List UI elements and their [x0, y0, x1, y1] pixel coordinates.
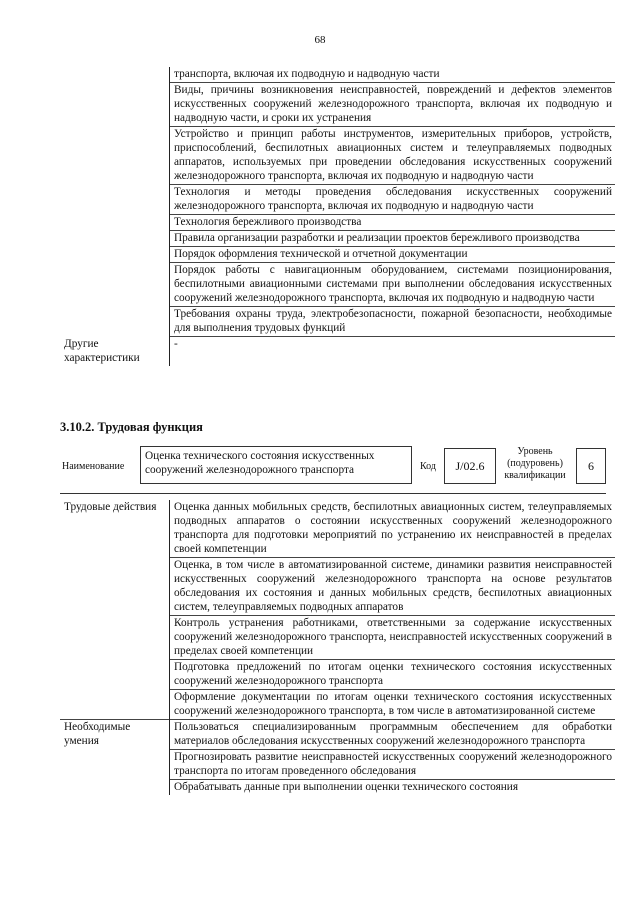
row-label	[60, 67, 170, 83]
row-text: транспорта, включая их подводную и надводную части	[170, 67, 616, 83]
row-text: Подготовка предложений по итогам оценки технического состояния искусственных сооружений железнодорожного транспорта	[170, 660, 616, 690]
row-text: Контроль устранения работниками, ответственными за содержание искусственных сооружений железнодорожного транспорта, неисправностей искусственных сооружений в пределах своей компетенции	[170, 616, 616, 660]
table-row	[60, 83, 615, 127]
code-label: Код	[420, 461, 436, 472]
row-label	[60, 247, 170, 263]
section-title: 3.10.2. Трудовая функция	[60, 420, 203, 434]
function-name-box	[140, 446, 412, 484]
table-row	[60, 660, 615, 690]
table-row	[60, 558, 615, 616]
row-label	[60, 690, 170, 720]
level-value: 6	[588, 459, 594, 473]
row-label	[60, 750, 170, 780]
table-row	[60, 720, 615, 750]
divider	[60, 493, 606, 494]
table-row	[60, 247, 615, 263]
row-label	[60, 780, 170, 796]
page-number: 68	[314, 34, 326, 46]
row-text: Пользоваться специализированным программным обеспечением для обработки материалов обследования искусственных сооружений железнодорожного транспорта	[170, 720, 616, 750]
labor-actions-table	[60, 500, 615, 795]
row-text: Правила организации разработки и реализации проектов бережливого производства	[170, 231, 616, 247]
row-label	[60, 263, 170, 307]
row-label	[60, 215, 170, 231]
row-text: Обрабатывать данные при выполнении оценки технического состояния	[170, 780, 616, 796]
row-label	[60, 616, 170, 660]
row-text: Оформление документации по итогам оценки технического состояния искусственных сооружений железнодорожного транспорта, в том числе в автоматизированной системе	[170, 690, 616, 720]
table-row	[60, 231, 615, 247]
row-text: Оценка, в том числе в автоматизированной системе, динамики развития неисправностей искусственных сооружений железнодорожного транспорта на основе результатов обследования их состояния и данных мобильных средств, беспилотных авиационных систем, телеуправляемых подводных аппаратов	[170, 558, 616, 616]
row-label	[60, 558, 170, 616]
code-box	[444, 448, 496, 484]
row-text: Технология бережливого производства	[170, 215, 616, 231]
row-label: Трудовые действия	[64, 501, 157, 513]
row-text: Прогнозировать развитие неисправностей искусственных сооружений железнодорожного транспорта по итогам проведенного обследования	[170, 750, 616, 780]
knowledge-table	[60, 67, 615, 366]
row-text: Виды, причины возникновения неисправностей, повреждений и дефектов элементов искусственных сооружений железнодорожного транспорта, включая их подводную и надводную части, и сроки их устранения	[170, 83, 616, 127]
level-label: Уровень (подуровень) квалификации	[504, 446, 566, 481]
name-label: Наименование	[62, 461, 125, 472]
row-label	[60, 83, 170, 127]
row-text: Оценка данных мобильных средств, беспилотных авиационных систем, телеуправляемых подводных аппаратов о состоянии искусственных сооружений железнодорожного транспорта для подготовки мероприятий по устранению их неисправностей в пределах своей компетенции	[170, 500, 616, 558]
row-label	[60, 231, 170, 247]
row-text: Технология и методы проведения обследования искусственных сооружений железнодорожного транспорта, включая их подводную и надводную части	[170, 185, 616, 215]
table-row	[60, 690, 615, 720]
row-label	[60, 127, 170, 185]
table-row	[60, 127, 615, 185]
row-text: Устройство и принцип работы инструментов, измерительных приборов, устройств, приспособлений, беспилотных авиационных систем и телеуправляемых подводных аппаратов, используемых при проведении обследования искусственных сооружений железнодорожного транспорта, включая их подводную и надводную части	[170, 127, 616, 185]
table-row	[60, 67, 615, 83]
table-row	[60, 750, 615, 780]
level-box	[576, 448, 606, 484]
row-text: Требования охраны труда, электробезопасности, пожарной безопасности, необходимые для выполнения трудовых функций	[170, 307, 616, 337]
row-text: Порядок работы с навигационным оборудованием, системами позиционирования, беспилотными авиационными системами при выполнении обследования искусственных сооружений железнодорожного транспорта, включая их подводную и надводную части	[170, 263, 616, 307]
table-row	[60, 263, 615, 307]
row-text: Порядок оформления технической и отчетной документации	[170, 247, 616, 263]
row-label	[60, 660, 170, 690]
row-text: -	[170, 337, 616, 366]
table-row	[60, 215, 615, 231]
row-label	[60, 185, 170, 215]
row-label: Другие характеристики	[64, 337, 140, 364]
table-row	[60, 337, 615, 366]
table-row	[60, 780, 615, 796]
table-row	[60, 307, 615, 337]
function-name: Оценка технического состояния искусственных сооружений железнодорожного транспорта	[145, 450, 375, 476]
table-row	[60, 500, 615, 558]
row-label: Необходимые умения	[60, 720, 170, 750]
table-row	[60, 616, 615, 660]
table-row	[60, 185, 615, 215]
row-label	[60, 307, 170, 337]
code-value: J/02.6	[455, 459, 485, 473]
